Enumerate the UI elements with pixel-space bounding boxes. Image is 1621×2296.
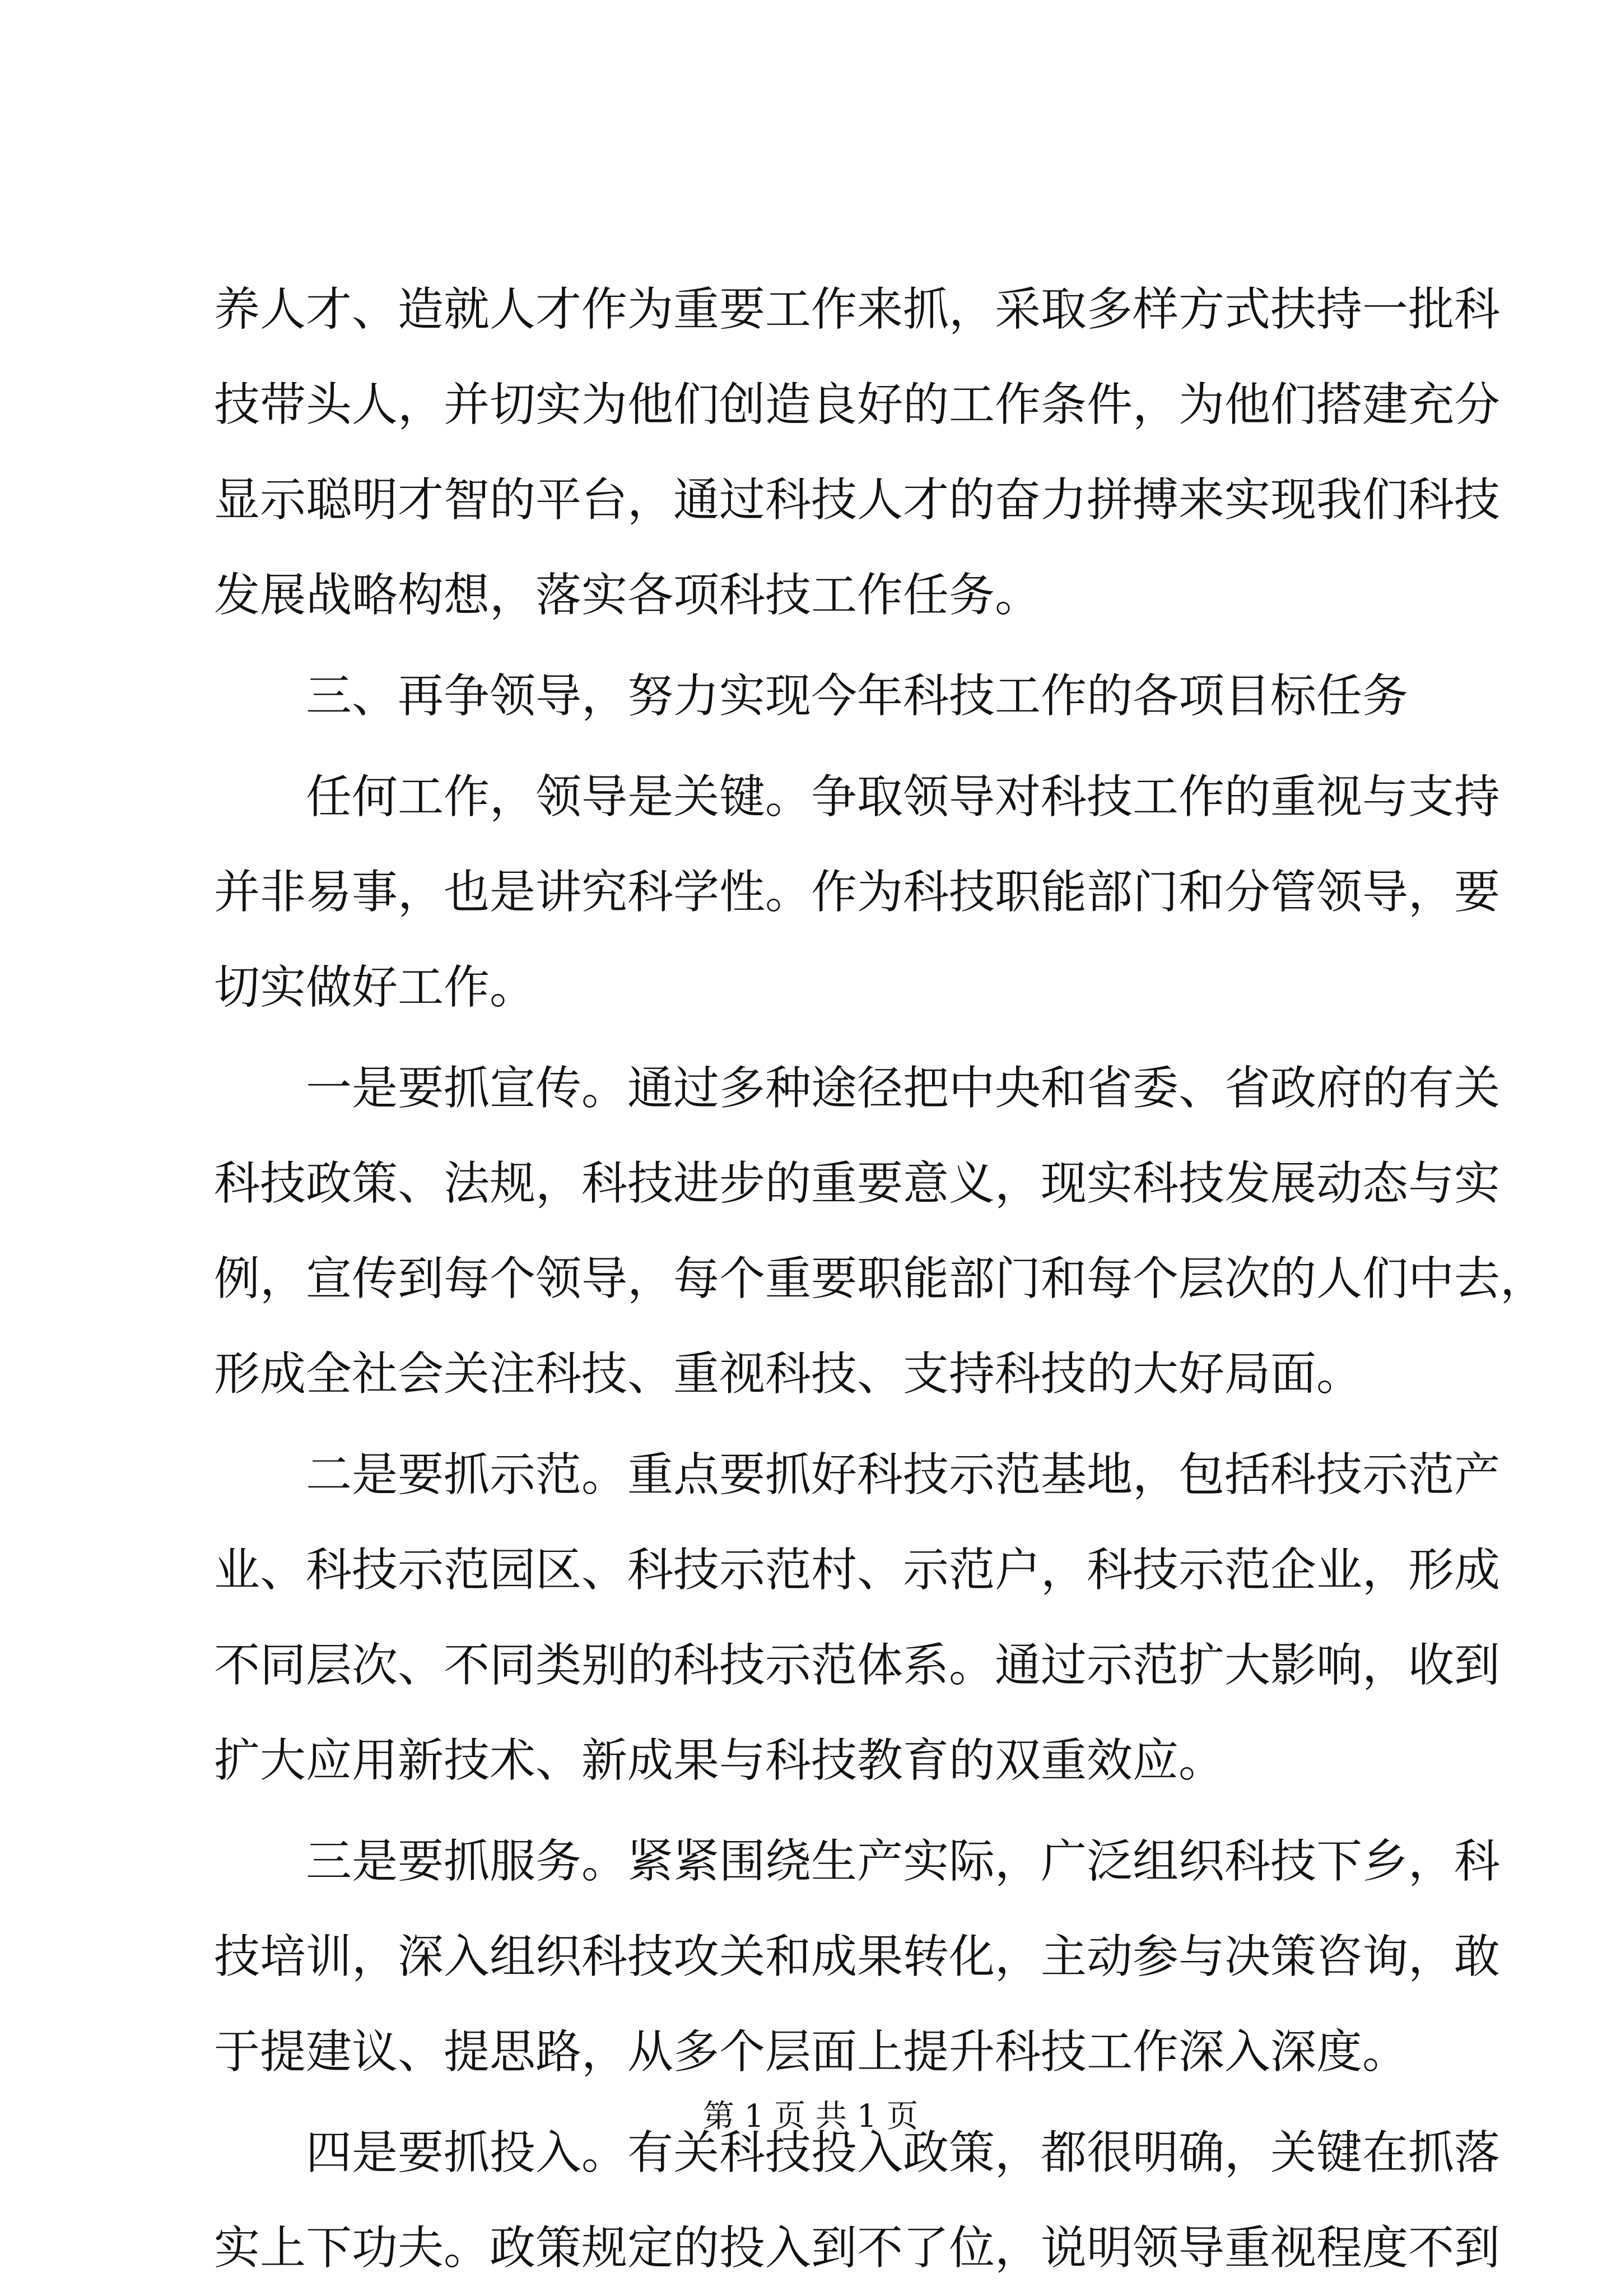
text-line: 一是要抓宣传。通过多种途径把中央和省委、省政府的有关 (306, 1062, 1501, 1115)
text-line: 不同层次、不同类别的科技示范体系。通过示范扩大影响，收到 (214, 1639, 1501, 1692)
text-line: 显示聪明才智的平台，通过科技人才的奋力拼搏来实现我们科技 (214, 473, 1501, 527)
section-heading: 三、再争领导，努力实现今年科技工作的各项目标任务 (306, 670, 1409, 723)
text-line: 并非易事，也是讲究科学性。作为科技职能部门和分管领导，要 (214, 866, 1501, 919)
text-line: 技带头人，并切实为他们创造良好的工作条件，为他们搭建充分 (214, 378, 1501, 431)
text-line: 任何工作，领导是关键。争取领导对科技工作的重视与支持 (306, 770, 1501, 824)
text-line: 扩大应用新技术、新成果与科技教育的双重效应。 (214, 1734, 1225, 1787)
text-line: 发展战略构想，落实各项科技工作任务。 (214, 569, 1041, 622)
text-line: 切实做好工作。 (214, 961, 536, 1014)
text-line: 例，宣传到每个领导，每个重要职能部门和每个层次的人们中去， (214, 1252, 1547, 1305)
text-line: 技培训，深入组织科技攻关和成果转化，主动参与决策咨询，敢 (214, 1930, 1501, 1983)
text-line: 形成全社会关注科技、重视科技、支持科技的大好局面。 (214, 1347, 1363, 1401)
page-footer: 第 1 页 共 1 页 (702, 2098, 919, 2135)
text-line: 三是要抓服务。紧紧围绕生产实际，广泛组织科技下乡，科 (306, 1835, 1501, 1888)
text-line: 于提建议、提思路，从多个层面上提升科技工作深入深度。 (214, 2025, 1409, 2079)
text-line: 四是要抓投入。有关科技投入政策，都很明确，关键在抓落 (306, 2126, 1501, 2179)
text-line: 实上下功夫。政策规定的投入到不了位，说明领导重视程度不到 (214, 2221, 1501, 2275)
text-line: 科技政策、法规，科技进步的重要意义，现实科技发展动态与实 (214, 1157, 1501, 1210)
document-body (214, 262, 1547, 2296)
text-line: 二是要抓示范。重点要抓好科技示范基地，包括科技示范产 (306, 1448, 1501, 1502)
text-line: 业、科技示范园区、科技示范村、示范户，科技示范企业，形成 (214, 1544, 1501, 1597)
text-line: 养人才、造就人才作为重要工作来抓，采取多样方式扶持一批科 (214, 283, 1501, 336)
